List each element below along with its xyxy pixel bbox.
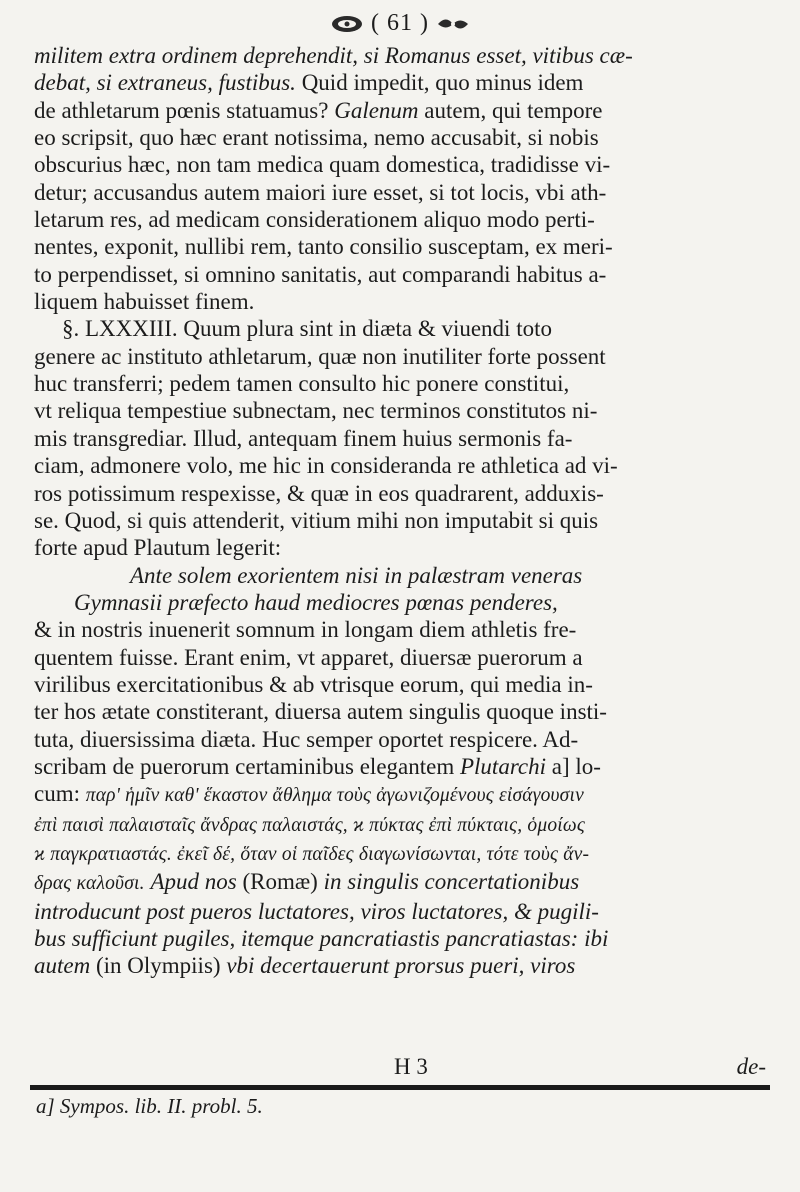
text-line — [34, 753, 772, 780]
roman-text: scribam de puerorum certaminibus elegantem — [34, 753, 460, 779]
text-line — [34, 397, 772, 424]
roman-text: liquem habuisset finem. — [34, 289, 255, 315]
italic-text: Galenum — [334, 97, 419, 123]
text-line — [34, 616, 772, 643]
roman-text: vt reliqua tempestiue subnectam, nec terminos constitutos ni- — [34, 398, 598, 424]
text-line — [34, 343, 772, 370]
roman-text: obscurius hæc, non tam medica quam domestica, tradidisse vi- — [34, 152, 611, 178]
roman-text: forte apud Plautum legerit: — [34, 535, 282, 561]
footnote: a] Sympos. lib. II. probl. 5. — [36, 1094, 263, 1118]
roman-text: nentes, exponit, nullibi rem, tanto consilio susceptam, ex meri- — [34, 234, 613, 260]
catch-line — [34, 1054, 772, 1082]
text-line — [34, 868, 772, 897]
text-line — [34, 124, 772, 151]
right-ornament-icon — [436, 14, 470, 34]
text-line — [34, 780, 772, 809]
text-line — [34, 69, 772, 96]
page-header — [0, 10, 800, 37]
text-line — [34, 97, 772, 124]
roman-text: se. Quod, si quis attenderit, vitium mihi non imputabit si quis — [34, 507, 599, 533]
roman-text: ciam, admonere volo, me hic in consideranda re athletica ad vi- — [34, 453, 618, 479]
roman-text: a] lo- — [546, 753, 601, 779]
italic-text: autem — [34, 953, 91, 979]
text-line — [34, 589, 772, 616]
signature-mark: H 3 — [394, 1054, 428, 1079]
text-line — [34, 480, 772, 507]
roman-text: detur; accusandus autem maiori iure esset, si tot locis, vbi ath- — [34, 179, 607, 205]
text-line — [34, 452, 772, 479]
roman-text: tuta, diuersissima diæta. Huc semper oportet respicere. Ad- — [34, 726, 579, 752]
roman-text: de athletarum pœnis statuamus? — [34, 97, 335, 123]
roman-text: to perpendisset, si omnino sanitatis, aut comparandi habitus a- — [34, 261, 607, 287]
text-line — [34, 42, 772, 69]
roman-text: (Romæ) — [236, 869, 324, 895]
text-line — [34, 925, 772, 952]
roman-text: autem, qui tempore — [418, 97, 603, 123]
italic-text: introducunt post pueros luctatores, viros luctatores, & pugili- — [34, 898, 599, 924]
roman-text: huc transferri; pedem tamen consulto hic ponere constitui, — [34, 371, 570, 397]
roman-text: eo scripsit, quo hæc erant notissima, nemo accusabit, si nobis — [34, 125, 599, 151]
body-text — [34, 42, 772, 980]
text-line — [34, 726, 772, 753]
text-line — [34, 507, 772, 534]
roman-text: Quid impedit, quo minus idem — [295, 70, 584, 96]
roman-text: & in nostris inuenerit somnum in longam diem athletis fre- — [34, 617, 577, 643]
footnote-rule — [30, 1085, 770, 1090]
roman-text: genere ac instituto athletarum, quæ non inutiliter forte possent — [34, 343, 606, 369]
text-line — [34, 151, 772, 178]
text-line — [34, 261, 772, 288]
text-line — [34, 644, 772, 671]
text-line — [34, 952, 772, 979]
text-line — [34, 370, 772, 397]
roman-text: mis transgrediar. Illud, antequam finem huius sermonis fa- — [34, 425, 573, 451]
italic-text: Plutarchi — [459, 753, 547, 779]
roman-text: virilibus exercitationibus & ab vtrisque eorum, qui media in- — [34, 671, 593, 697]
greek-text: ϰ παγκρατιαστάς. ἐκεῖ δέ, ὅταν οἱ παῖδες διαγωνίσωνται, τότε τοὺς ἄν- — [34, 843, 590, 865]
catchword: de- — [736, 1054, 766, 1079]
italic-text: bus sufficiunt pugiles, itemque pancratiastis pancratiastas: ibi — [34, 926, 609, 951]
text-line — [34, 810, 772, 839]
roman-text: ter hos ætate constiterant, diuersa autem singulis quoque insti- — [34, 699, 607, 725]
italic-text: Apud nos — [150, 869, 237, 895]
roman-text: letarum res, ad medicam considerationem aliquo modo perti- — [34, 207, 595, 233]
italic-text: militem extra ordinem deprehendit, si Romanus esset, vitibus cæ- — [34, 43, 633, 68]
verse-quote: Ante solem exorientem nisi in palæstram veneras — [130, 562, 583, 588]
greek-text: ἐπὶ παισὶ παλαισταῖς ἄνδρας παλαιστάς, ϰ πύκτας ἐπὶ πύκταις, ὁμοίως — [34, 814, 585, 836]
roman-text: cum: — [34, 781, 86, 807]
text-line — [34, 288, 772, 315]
roman-text: quentem fuisse. Erant enim, vt apparet, diuersæ puerorum a — [34, 644, 583, 670]
text-line — [34, 562, 772, 589]
text-line — [34, 315, 772, 342]
italic-text: in singulis concertationibus — [323, 869, 580, 895]
text-line — [34, 534, 772, 561]
italic-text: vbi decertauerunt prorsus pueri, viros — [226, 953, 576, 979]
roman-text: §. LXXXIII. Quum plura sint in diæta & viuendi toto — [62, 316, 552, 342]
roman-text: ros potissimum respexisse, & quæ in eos quadrarent, adduxis- — [34, 480, 604, 506]
text-line — [34, 233, 772, 260]
page-number: ( 61 ) — [371, 10, 429, 36]
left-ornament-icon — [330, 14, 364, 34]
text-line — [34, 839, 772, 868]
roman-text: (in Olympiis) — [90, 953, 227, 979]
text-line — [34, 671, 772, 698]
text-line — [34, 179, 772, 206]
text-line — [34, 698, 772, 725]
italic-text: debat, si extraneus, fustibus. — [34, 70, 296, 96]
greek-text: δρας καλοῦσι. — [34, 873, 145, 895]
text-line — [34, 425, 772, 452]
text-line — [34, 206, 772, 233]
greek-text: παρ' ἡμῖν καθ' ἕκαστον ἄθλημα τοὺς ἀγωνιζομένους εἰσάγουσιν — [85, 785, 584, 807]
verse-quote: Gymnasii præfecto haud mediocres pœnas penderes, — [74, 589, 558, 615]
text-line — [34, 898, 772, 925]
